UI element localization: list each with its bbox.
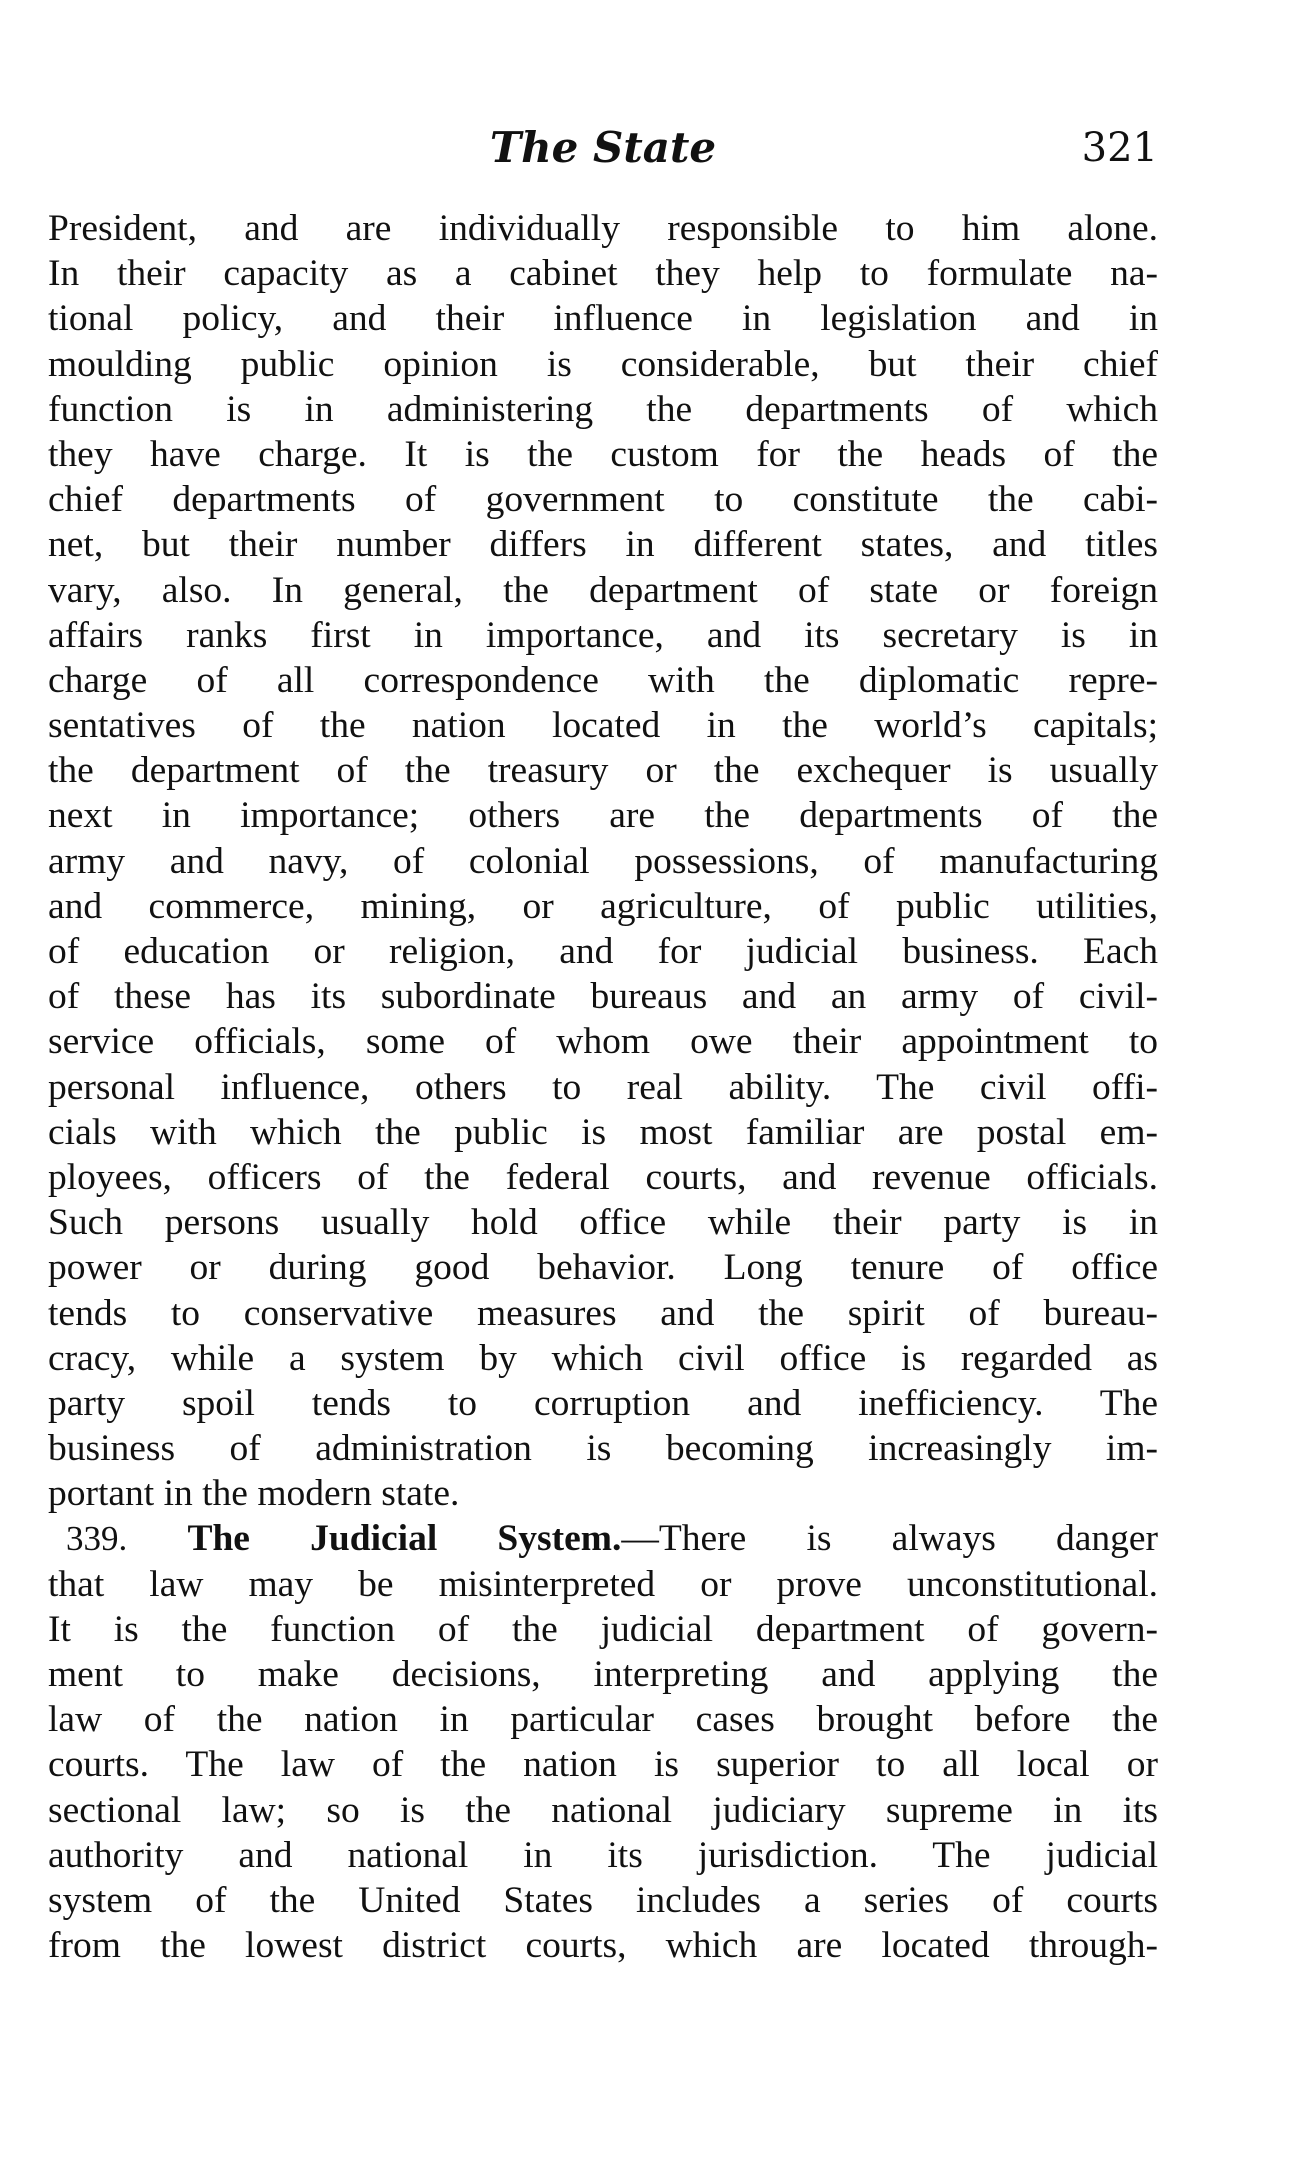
text-line: cracy, while a system by which civil office is regarded as [48,1337,1158,1379]
page-number: 321 [1081,125,1158,171]
text-line: army and navy, of colonial possessions, of manufacturing [48,840,1158,882]
text-line: next in importance; others are the departments of the [48,795,1158,837]
text-line: Such persons usually hold office while their party is in [48,1202,1158,1244]
text-line: function is in administering the departments of which [48,388,1158,430]
text-line: authority and national in its jurisdiction. The judicial [48,1834,1158,1876]
text-line: net, but their number differs in different states, and titles [48,524,1158,566]
text-line: vary, also. In general, the department of state or foreign [48,569,1158,611]
paragraph-cabinet [48,206,1158,1516]
text-line: of these has its subordinate bureaus and an army of civil- [48,976,1158,1018]
text-line: party spoil tends to corruption and inefficiency. The [48,1382,1158,1424]
text-line: power or during good behavior. Long tenure of office [48,1247,1158,1289]
section-judicial-system [48,1516,1158,1968]
running-head [48,118,1158,178]
text-line: sectional law; so is the national judiciary supreme in its [48,1789,1158,1831]
text-line: system of the United States includes a series of courts [48,1879,1158,1921]
text-line: tional policy, and their influence in legislation and in [48,298,1158,340]
section-first-line-text: —There is always danger [621,1518,1159,1560]
text-line: cials with which the public is most familiar are postal em- [48,1111,1158,1153]
text-line: of education or religion, and for judicial business. Each [48,931,1158,972]
section-number: 339. [66,1519,128,1559]
text-line: President, and are individually responsible to him alone. [48,208,1158,249]
section-heading-line [48,1516,1158,1561]
text-line: law of the nation in particular cases brought before the [48,1699,1158,1741]
text-line: business of administration is becoming increasingly im- [48,1428,1158,1470]
text-line: sentatives of the nation located in the world’s capitals; [48,705,1158,747]
running-title: The State [489,123,717,172]
text-line: portant in the modern state. [48,1473,460,1515]
section-title: The Judicial System. [187,1518,622,1560]
text-line: It is the function of the judicial department of govern- [48,1608,1158,1650]
text-line: and commerce, mining, or agriculture, of public utilities, [48,885,1158,927]
text-line: service officials, some of whom owe their appointment to [48,1021,1158,1063]
text-line: ment to make decisions, interpreting and applying the [48,1654,1158,1695]
text-line: courts. The law of the nation is superior to all local or [48,1744,1158,1786]
text-line: personal influence, others to real ability. The civil offi- [48,1066,1158,1108]
text-line: ployees, officers of the federal courts, and revenue officials. [48,1156,1158,1198]
text-line: moulding public opinion is considerable, but their chief [48,343,1158,385]
text-line: chief departments of government to constitute the cabi- [48,479,1158,521]
text-line: that law may be misinterpreted or prove unconstitutional. [48,1563,1158,1605]
text-line: they have charge. It is the custom for the heads of the [48,433,1158,475]
text-line: affairs ranks first in importance, and its secretary is in [48,614,1158,656]
text-line: the department of the treasury or the exchequer is usually [48,750,1158,792]
body-text [48,206,1158,1968]
text-line: tends to conservative measures and the spirit of bureau- [48,1292,1158,1334]
text-line: In their capacity as a cabinet they help to formulate na- [48,253,1158,295]
text-line: from the lowest district courts, which are located through- [48,1925,1158,1967]
text-line: charge of all correspondence with the diplomatic repre- [48,659,1158,701]
